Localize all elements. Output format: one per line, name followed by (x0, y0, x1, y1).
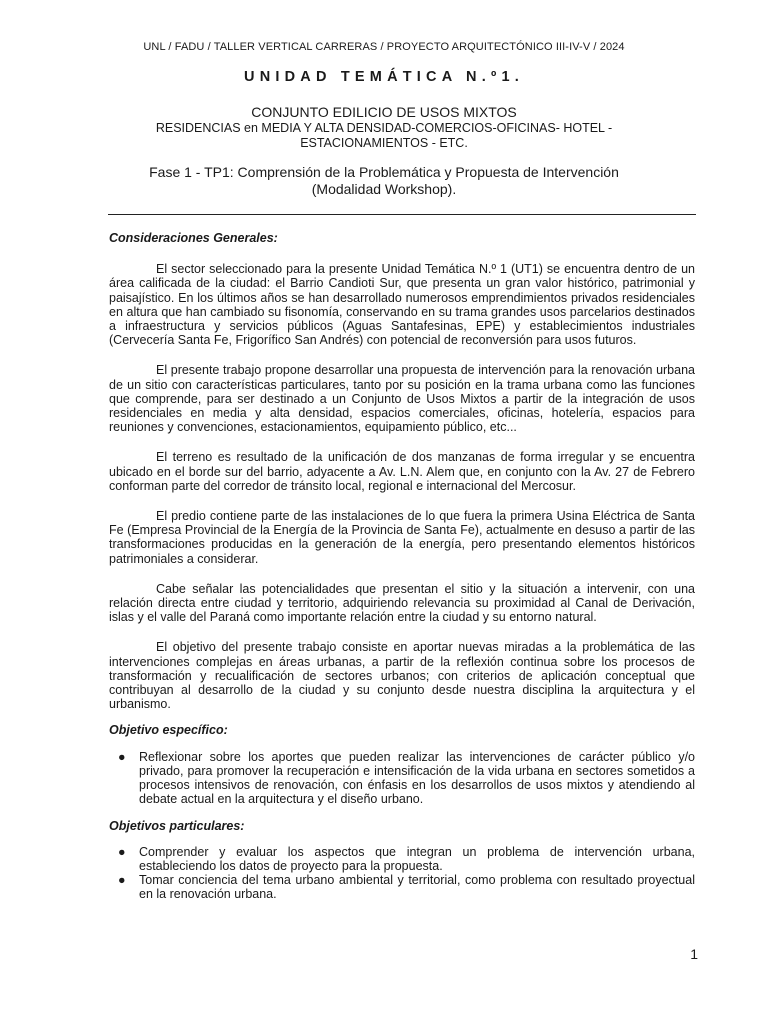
particular-objectives-list (109, 845, 695, 902)
specific-objectives-list (109, 750, 695, 807)
subtitle-detail: RESIDENCIAS en MEDIA Y ALTA DENSIDAD-COMERCIOS-OFICINAS- HOTEL - ESTACIONAMIENTOS - ETC. (155, 121, 613, 150)
phase-title (130, 164, 638, 197)
unit-title: UNIDAD TEMÁTICA N.º1. (244, 69, 524, 85)
list-item (109, 750, 695, 807)
course-header: UNL / FADU / TALLER VERTICAL CARRERAS / PROYECTO ARQUITECTÓNICO III-IV-V / 2024 (143, 41, 625, 53)
section-heading-specific: Objetivo específico: (109, 723, 228, 738)
phase-line-2: (Modalidad Workshop). (311, 180, 457, 197)
paragraph: Cabe señalar las potencialidades que presentan el sitio y la situación a intervenir, con una relación directa entre ciudad y territorio, adquiriendo relevancia su proximidad al Canal de Derivación, islas y el valle del Paraná como importante relación entre la ciudad y su entorno natural. (109, 581, 695, 625)
document-subtitle: CONJUNTO EDILICIO DE USOS MIXTOS (251, 104, 517, 120)
paragraph: El presente trabajo propone desarrollar una propuesta de intervención para la renovación urbana de un sitio con características particulares, tanto por su posición en la trama urbana como las funciones que comprende, para ser destinado a un Conjunto de Usos Mixtos a partir de la integración de usos residenciales en media y alta densidad, espacios comerciales, oficinas, hotelería, espacios para reuniones y convenciones, estacionamientos, equipamiento público, etc... (109, 363, 695, 435)
bullet-icon: ● (118, 844, 126, 859)
phase-line-1: Fase 1 - TP1: Comprensión de la Problemática y Propuesta de Intervención (149, 164, 619, 180)
page-number: 1 (690, 946, 698, 962)
section-heading-particular: Objetivos particulares: (109, 818, 245, 833)
header-divider (108, 214, 696, 215)
paragraph: El terreno es resultado de la unificación de dos manzanas de forma irregular y se encuentra ubicado en el borde sur del barrio, adyacente a Av. L.N. Alem que, en conjunto con la Av. 27 de Febrero conforman parte del corredor de tránsito local, regional e internacional del Mercosur. (109, 450, 695, 493)
list-item-text: Comprender y evaluar los aspectos que integran un problema de intervención urbana, estableciendo los datos de proyecto para la propuesta. (139, 844, 695, 873)
list-item-text: Reflexionar sobre los aportes que pueden realizar las intervenciones de carácter público y/o privado, para promover la recuperación e intensificación de la vida urbana en sectores sometidos a procesos intensivos de renovación, con énfasis en los desarrollos de usos mixtos y atendiendo al debate actual en la arquitectura y el diseño urbano. (139, 749, 695, 807)
list-item-text: Tomar conciencia del tema urbano ambiental y territorial, como problema con resultado proyectual en la renovación urbana. (139, 873, 695, 902)
list-item (109, 873, 695, 901)
bullet-icon: ● (118, 749, 126, 764)
paragraph: El objetivo del presente trabajo consiste en aportar nuevas miradas a la problemática de las intervenciones complejas en áreas urbanas, a partir de la reflexión continua sobre los procesos de transformación y recualificación de sectores urbanos; con criterios de aplicación conceptual que contribuyan al desarrollo de la ciudad y su conjunto desde nuestra disciplina la arquitectura y el urbanismo. (109, 640, 695, 712)
document-body (109, 231, 695, 902)
section-heading-general: Consideraciones Generales: (109, 231, 278, 245)
list-item (109, 845, 695, 873)
paragraph: El predio contiene parte de las instalaciones de lo que fuera la primera Usina Eléctrica de Santa Fe (Empresa Provincial de la Energía de la Provincia de Santa Fe), actualmente en desuso a partir de las transformaciones producidas en la generación de la energía, pero presentando elementos históricos patrimoniales a considerar. (109, 509, 695, 566)
bullet-icon: ● (118, 873, 126, 888)
paragraph: El sector seleccionado para la presente Unidad Temática N.º 1 (UT1) se encuentra dentro de un área calificada de la ciudad: el Barrio Candioti Sur, que presenta un gran valor histórico, patrimonial y paisajístico. En los últimos años se han desarrollado numerosos emprendimientos privados residenciales en altura que han cambiado su fisonomía, conservando en su trama grandes usos parcelarios destinados a infraestructura y servicios públicos (Aguas Santafesinas, EPE) y establecimientos industriales (Cervecería Santa Fe, Frigorífico San Andrés) con potencial de reconversión para usos futuros. (109, 262, 695, 348)
